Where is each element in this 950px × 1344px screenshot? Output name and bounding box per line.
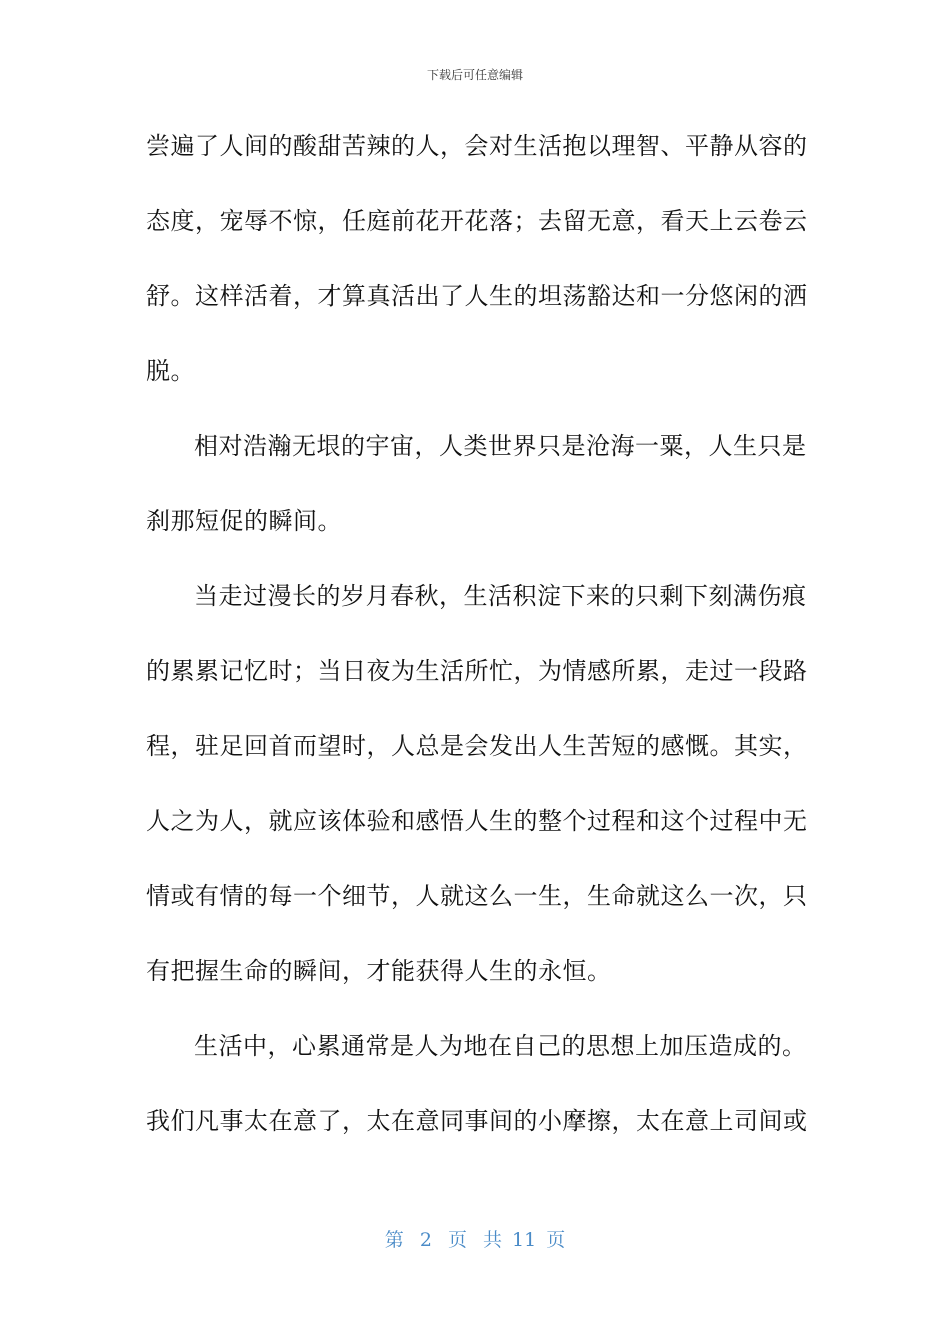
text-line: 人之为人，就应该体验和感悟人生的整个过程和这个过程中无	[146, 807, 808, 835]
paragraph-start-line: 生活中，心累通常是人为地在自己的思想上加压造成的。	[194, 1032, 807, 1060]
total-page-count: 11	[512, 1229, 537, 1251]
text-line: 我们凡事太在意了，太在意同事间的小摩擦，太在意上司间或	[146, 1107, 808, 1135]
text-line: 有把握生命的瞬间，才能获得人生的永恒。	[146, 957, 612, 985]
document-body	[146, 118, 808, 1168]
text-line: 情或有情的每一个细节，人就这么一生，生命就这么一次，只	[146, 882, 808, 910]
footer-total-prefix: 共	[483, 1229, 503, 1251]
paragraph-start-line: 相对浩瀚无垠的宇宙，人类世界只是沧海一粟，人生只是	[194, 432, 807, 460]
page-number-footer	[0, 1225, 950, 1252]
footer-page-word: 页	[447, 1229, 467, 1251]
text-line: 态度，宠辱不惊，任庭前花开花落；去留无意，看天上云卷云	[146, 207, 808, 235]
paragraph-start-line: 当走过漫长的岁月春秋，生活积淀下来的只剩下刻满伤痕	[194, 582, 807, 610]
text-line: 刹那短促的瞬间。	[146, 507, 342, 535]
text-line: 脱。	[146, 357, 195, 385]
footer-prefix: 第	[384, 1229, 404, 1251]
footer-suffix: 页	[546, 1229, 566, 1251]
current-page-number: 2	[419, 1229, 432, 1251]
text-line: 程，驻足回首而望时，人总是会发出人生苦短的感慨。其实，	[146, 732, 808, 760]
text-line: 舒。这样活着，才算真活出了人生的坦荡豁达和一分悠闲的洒	[146, 282, 808, 310]
header-note: 下载后可任意编辑	[426, 68, 523, 82]
text-line: 的累累记忆时；当日夜为生活所忙，为情感所累，走过一段路	[146, 657, 808, 685]
text-line: 尝遍了人间的酸甜苦辣的人，会对生活抱以理智、平静从容的	[146, 132, 808, 160]
